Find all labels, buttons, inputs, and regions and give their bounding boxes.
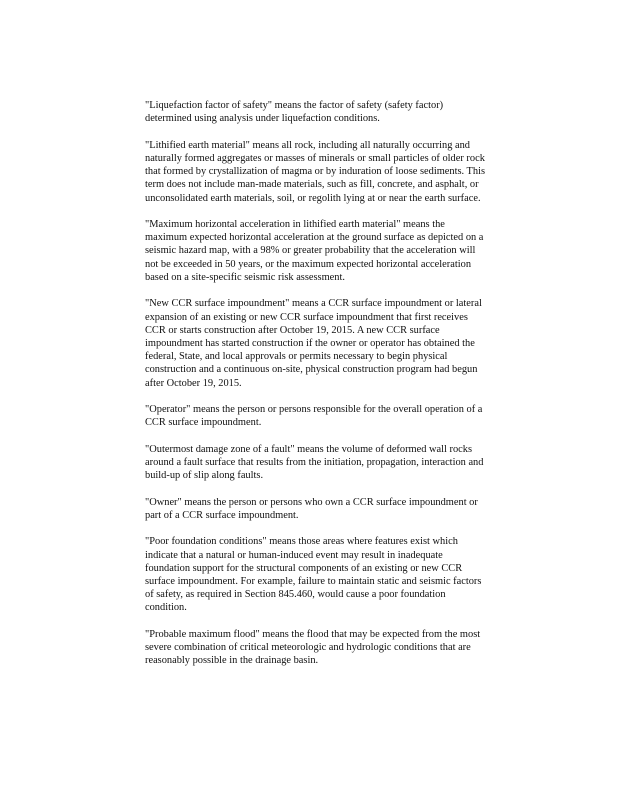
- document-body: [145, 99, 545, 681]
- definition-liquefaction-factor-of-safety: "Liquefaction factor of safety" means the factor of safety (safety factor) determined using analysis under liquefaction conditions.: [145, 100, 444, 125]
- definition-new-ccr-surface-impoundment: "New CCR surface impoundment" means a CCR surface impoundment or lateral expansion of an existing or new CCR surface impoundment that first receives CCR or starts construction after October 19, 2015. A new CCR surface impoundment has started construction if the owner or operator has obtained the federal, State, and local approvals or permits necessary to begin physical construction and a continuous on-site, physical construction program had begun after October 19, 2015.: [145, 298, 482, 389]
- definition-probable-maximum-flood: "Probable maximum flood" means the flood that may be expected from the most severe combination of critical meteorologic and hydrologic conditions that are reasonably possible in the drainage basin.: [145, 628, 481, 667]
- definition-owner: "Owner" means the person or persons who own a CCR surface impoundment or part of a CCR surface impoundment.: [145, 496, 478, 521]
- definition-operator: "Operator" means the person or persons responsible for the overall operation of a CCR surface impoundment.: [145, 404, 483, 429]
- definition-lithified-earth-material: "Lithified earth material" means all rock, including all naturally occurring and naturally formed aggregates or masses of minerals or small particles of older rock that formed by crystallization of magma or by induration of loose sediments. This term does not include man-made materials, such as fill, concrete, and asphalt, or unconsolidated earth materials, soil, or regolith lying at or near the earth surface.: [145, 139, 486, 204]
- definition-maximum-horizontal-acceleration: "Maximum horizontal acceleration in lithified earth material" means the maximum expected horizontal acceleration at the ground surface as depicted on a seismic hazard map, with a 98% or greater probability that the acceleration will not be exceeded in 50 years, or the maximum expected horizontal acceleration based on a site-specific seismic risk assessment.: [145, 219, 484, 283]
- definition-outermost-damage-zone: "Outermost damage zone of a fault" means the volume of deformed wall rocks around a fault surface that results from the initiation, propagation, interaction and build-up of slip along faults.: [145, 443, 484, 482]
- definition-poor-foundation-conditions: "Poor foundation conditions" means those areas where features exist which indicate that a natural or human-induced event may result in inadequate foundation support for the structural components of an existing or new CCR surface impoundment. For example, failure to maintain static and seismic factors of safety, as required in Section 845.460, would cause a poor foundation condition.: [145, 536, 482, 614]
